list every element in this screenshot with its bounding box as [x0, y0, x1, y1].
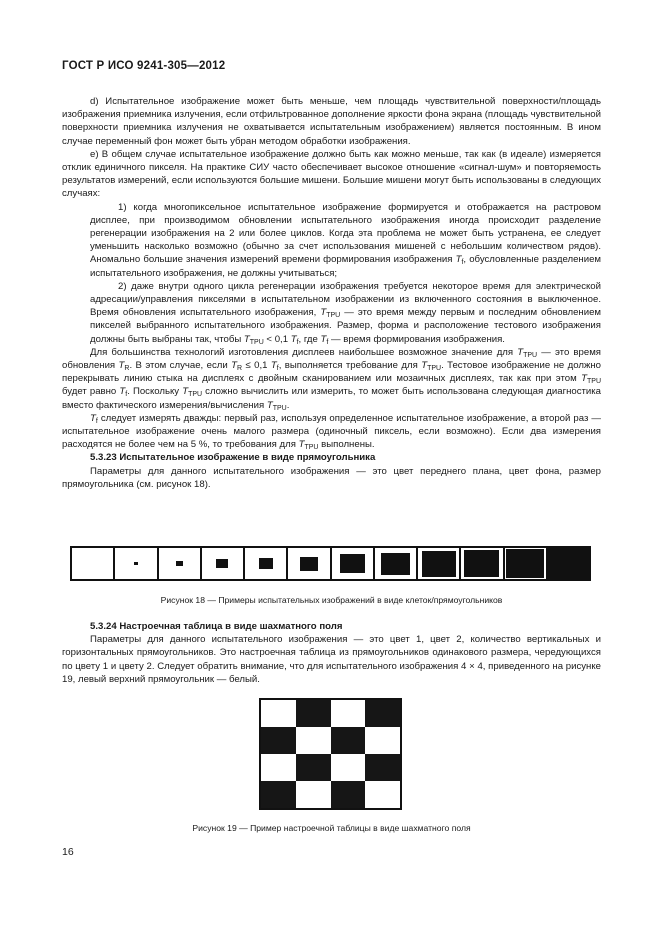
page-number: 16 — [62, 846, 74, 858]
inner-rectangle — [464, 550, 499, 577]
figure-18-rectangles — [70, 546, 591, 581]
checker-square — [261, 781, 296, 808]
checker-square — [365, 700, 400, 727]
inner-rectangle — [216, 559, 228, 568]
main-text — [62, 95, 601, 491]
rectangle-cell — [461, 548, 504, 579]
rectangle-cell — [375, 548, 418, 579]
document-header: ГОСТ Р ИСО 9241-305—2012 — [62, 60, 226, 72]
figure-19-checkerboard — [259, 698, 402, 810]
section-5-3-23-title: 5.3.23 Испытательное изображение в виде прямоугольника — [90, 452, 376, 464]
checker-square — [296, 700, 331, 727]
paragraph-d: d) Испытательное изображение может быть меньше, чем площадь чувствительной поверхности/площадь изображения приемника излучения, если отфильтрованное дополнение яркости фона экрана (площадь чувствительной поверхности приемника излучения не охватывается испытательным изображением) является постоянным. В ином случае переменный фон может быть убран методом обработки изображения. — [62, 96, 601, 147]
inner-rectangle — [506, 549, 544, 578]
figure-19-caption: Рисунок 19 — Пример настроечной таблицы в виде шахматного поля — [192, 823, 471, 833]
checker-square — [331, 727, 366, 754]
rectangle-cell — [159, 548, 202, 579]
checker-square — [365, 781, 400, 808]
rectangle-cell — [72, 548, 115, 579]
section-5-3-23-text: Параметры для данного испытательного изображения — это цвет переднего плана, цвет фона, размер прямоугольника (см. рисунок 18). — [62, 465, 601, 490]
rectangle-cell — [505, 548, 548, 579]
inner-rectangle — [300, 557, 318, 571]
checker-square — [331, 754, 366, 781]
inner-rectangle — [176, 561, 183, 566]
rectangle-cell — [245, 548, 288, 579]
paragraph-measure-twice: $T_f$ следует измерять дважды: первый раз, используя определенное испытательное изображение, а второй раз — испытательное изображение очень малого размера (одиночный пиксель, если возможно). Если два измерения расходятся не более чем на 5 %, то требования для $T_{TPU}$ выполнены. — [62, 412, 601, 452]
rectangle-cell — [332, 548, 375, 579]
section-5-3-24 — [62, 620, 601, 686]
checker-square — [296, 727, 331, 754]
rectangle-cell — [418, 548, 461, 579]
paragraph-e: е) В общем случае испытательное изображение должно быть как можно меньше, так как (в идеале) измеряется отклик единичного пикселя. На практике СИУ часто обеспечивает высокое отношение «сигнал-шум» и повторяемость результатов измерений, если используются большие мишени. Большие мишени могут быть использованы в следующих случаях: — [62, 148, 601, 200]
inner-rectangle — [422, 551, 456, 577]
paragraph-technologies: Для большинства технологий изготовления дисплеев наибольшее возможное значение для $T_{TPU}$ — это время обновления $T_R$. В этом случае, если $T_R \le 0,1$ $T_f$, выполняется требование для $T_{TPU}$. Тестовое изображение не должно перекрывать линию стыка на дисплеях с двойным сканированием или мозаичных дисплеях, так как при этом $T_{TPU}$ будет равно $T_f$. Поскольку $T_{TPU}$ сложно вычислить или измерить, то может быть использована следующая диагностика вместо фактического измерения/вычисления $T_{TPU}$. — [62, 346, 601, 412]
checker-square — [365, 727, 400, 754]
checker-square — [331, 781, 366, 808]
checker-square — [296, 754, 331, 781]
rectangle-cell — [202, 548, 245, 579]
rectangle-cell — [115, 548, 158, 579]
inner-rectangle — [259, 558, 273, 569]
figure-18-caption: Рисунок 18 — Примеры испытательных изображений в виде клеток/прямоугольников — [160, 595, 503, 605]
section-5-3-24-text: Параметры для данного испытательного изображения — это цвет 1, цвет 2, количество вертикальных и горизонтальных прямоугольников. Это настроечная таблица из прямоугольников одинакового размера, чередующихся по цвету 1 и цвету 2. Следует обратить внимание, что для испытательного изображения 4 × 4, приведенного на рисунке 19, левый верхний прямоугольник — белый. — [62, 634, 601, 685]
checker-square — [261, 727, 296, 754]
inner-rectangle — [381, 553, 410, 575]
rectangle-cell — [288, 548, 331, 579]
inner-rectangle — [340, 554, 365, 573]
inner-rectangle — [134, 562, 138, 565]
checker-square — [261, 754, 296, 781]
checker-square — [261, 700, 296, 727]
rectangle-cell — [548, 548, 589, 579]
list-item-2: 2) даже внутри одного цикла регенерации изображения требуется некоторое время для электрической адресации/управления пикселями в испытательном изображении из включенного состояния в выключенное. Время обновления испытательного изображения, $T_{TPU}$ — это время между первым и последним обновлением пикселей выбранного испытательного изображения. Размер, форма и расположение тестового изображения должны быть выбраны так, чтобы $T_{TPU} < 0,1$ $T_f$, где $T_f$ — время формирования изображения. — [90, 280, 602, 346]
checker-square — [331, 700, 366, 727]
checker-square — [296, 781, 331, 808]
section-5-3-24-title: 5.3.24 Настроечная таблица в виде шахматного поля — [90, 621, 343, 632]
checker-square — [365, 754, 400, 781]
list-item-1: 1) когда многопиксельное испытательное изображение формируется и отображается на растровом дисплее, при производимом обновлении испытательного изображения иногда происходит разделение регенерации изображения на 2 или более циклов. Когда эта проблема не может быть устранена, ее следует уменьшить насколько возможно (обычно за счет использования мишеней с небольшим количеством рядов). Аномально большие значения измерений времени формирования изображения $T_f$, обусловленные разделением испытательного изображения, не должны учитываться; — [90, 201, 602, 279]
